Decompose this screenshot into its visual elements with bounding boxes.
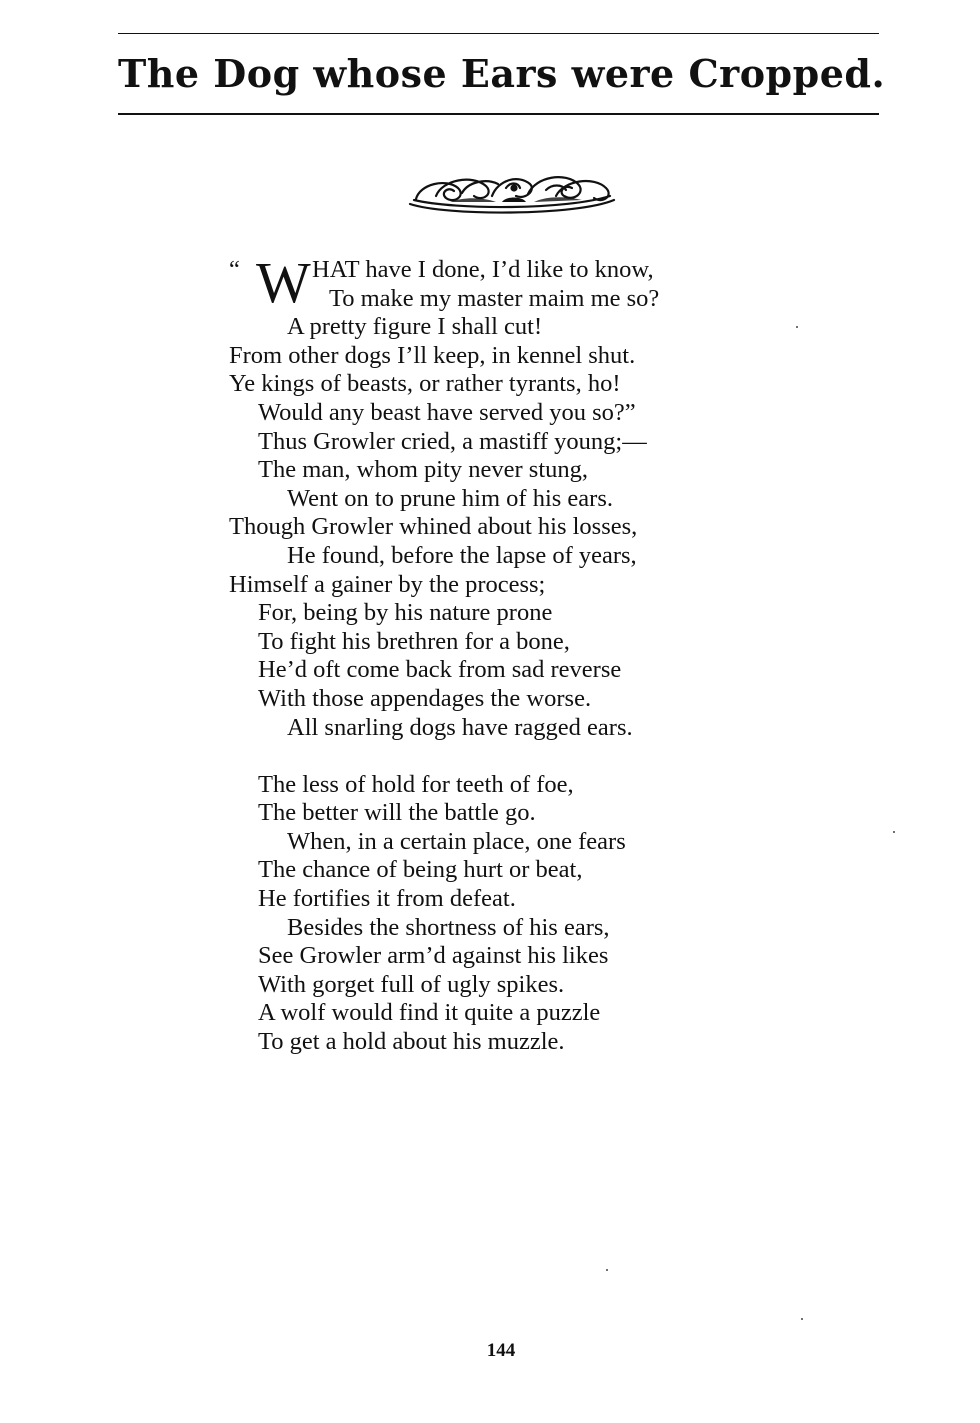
poem-line: The chance of being hurt or beat, xyxy=(258,856,583,884)
poem-line: A wolf would find it quite a puzzle xyxy=(258,999,601,1027)
scroll-ornament-icon xyxy=(406,166,618,216)
poem-line: Would any beast have served you so?” xyxy=(258,398,636,426)
poem-line: Himself a gainer by the process; xyxy=(229,570,546,598)
paper-speck xyxy=(893,831,895,833)
paper-speck xyxy=(801,1318,803,1320)
poem-line: Besides the shortness of his ears, xyxy=(287,913,610,941)
stanza-break xyxy=(229,742,659,771)
poem-line: For, being by his nature prone xyxy=(258,599,553,627)
opening-quote: “ xyxy=(229,256,240,283)
poem-line: He found, before the lapse of years, xyxy=(287,541,637,569)
poem-line: Thus Growler cried, a mastiff young;— xyxy=(258,427,647,455)
poem xyxy=(229,250,660,1057)
top-rule xyxy=(118,33,879,34)
poem-line: He’d oft come back from sad reverse xyxy=(258,656,622,684)
paper-speck xyxy=(796,326,798,328)
poem-line: See Growler arm’d against his likes xyxy=(258,942,609,970)
poem-line: The better will the battle go. xyxy=(258,799,536,827)
page-title: The Dog whose Ears were Cropped. xyxy=(118,51,886,96)
poem-line: To get a hold about his muzzle. xyxy=(258,1028,565,1056)
poem-line: When, in a certain place, one fears xyxy=(287,827,626,855)
title-underline xyxy=(118,113,879,115)
poem-first-line-text: HAT have I done, I’d like to know, xyxy=(312,256,654,283)
poem-line: With those appendages the worse. xyxy=(258,684,592,712)
poem-line: From other dogs I’ll keep, in kennel shut. xyxy=(229,341,636,369)
poem-lines xyxy=(229,285,659,1057)
poem-line: To make my master maim me so? xyxy=(329,284,660,312)
poem-line: Ye kings of beasts, or rather tyrants, ho! xyxy=(229,370,621,398)
poem-line: Though Growler whined about his losses, xyxy=(229,513,638,541)
poem-line: The less of hold for teeth of foe, xyxy=(258,770,574,798)
page-number: 144 xyxy=(486,1340,516,1361)
paper-speck xyxy=(606,1269,608,1271)
poem-line: Went on to prune him of his ears. xyxy=(287,484,613,512)
poem-line: To fight his brethren for a bone, xyxy=(258,627,570,655)
poem-line: With gorget full of ugly spikes. xyxy=(258,970,565,998)
poem-line: All snarling dogs have ragged ears. xyxy=(287,713,633,741)
poem-line: The man, whom pity never stung, xyxy=(258,456,589,484)
poem-line: He fortifies it from defeat. xyxy=(258,885,516,913)
poem-line: A pretty figure I shall cut! xyxy=(287,313,543,341)
drop-cap: W xyxy=(256,250,311,315)
